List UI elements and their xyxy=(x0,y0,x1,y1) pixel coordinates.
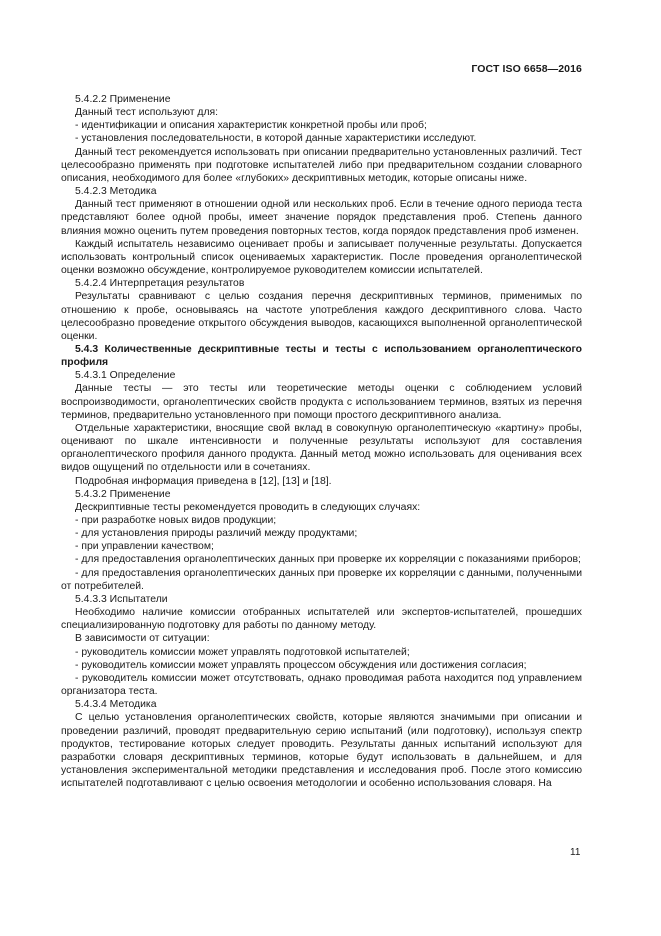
section-heading: 5.4.3.2 Применение xyxy=(75,488,171,500)
list-item: - при разработке новых видов продукции; xyxy=(75,515,277,526)
paragraph: Данный тест рекомендуется использовать при описании предварительно установленных различий. Тест целесообразно применять при подготовке испытателей либо при предварительном создании словарного описания, необходимого для более «глубоких» дескриптивных методик, которые описаны ниже. xyxy=(61,146,582,184)
list-item: - установления последовательности, в которой данные характеристики исследуют. xyxy=(75,133,477,145)
list-item: - при управлении качеством; xyxy=(75,541,214,553)
list-item: - руководитель комиссии может отсутствовать, однако проводимая работа находится под управлением организатора теста. xyxy=(61,672,582,698)
section-heading: 5.4.2.3 Методика xyxy=(75,186,157,198)
list-item: - идентификации и описания характеристик конкретной пробы или проб; xyxy=(75,120,427,132)
page-number: 11 xyxy=(570,847,581,858)
paragraph: Отдельные характеристики, вносящие свой вклад в совокупную органолептическую «картину» пробы, оценивают по шкале интенсивности и полученные результаты используют для составления органолептического профиля данного продукта. Данный метод можно использовать для оценивания всех видов ощущений по отдельности или в сочетаниях. xyxy=(61,422,582,474)
paragraph: С целью установления органолептических свойств, которые являются значимыми при описании и проведении различий, проводят предварительную серию испытаний (или подготовку), используя спектр продуктов, тестирование которых следует проводить. Результаты данных испытаний используют для разработки словаря дескриптивных терминов, которые будут использовать в дальнейшем, и для установления экспериментальной методики представления и исследования проб. После этого комиссию испытателей подготавливают с целью освоения методологии и особенно использования словаря. На xyxy=(61,712,582,790)
list-item: - для предоставления органолептических данных при проверке их корреляции с данными, полученными от потребителей. xyxy=(61,567,582,592)
section-heading: 5.4.2.4 Интерпретация результатов xyxy=(75,278,245,290)
list-item: - для предоставления органолептических данных при проверке их корреляции с показаниями приборов; xyxy=(75,554,581,566)
paragraph: Необходимо наличие комиссии отобранных испытателей или экспертов-испытателей, прошедших специализированную подготовку для работы по данному методу. xyxy=(61,607,582,632)
section-heading: 5.4.2.2 Применение xyxy=(75,94,171,105)
paragraph: Данные тесты — это тесты или теоретические методы оценки с соблюдением условий воспроизводимости, органолептических свойств продукта с использованием терминов, взятых из перечня терминов, предварительно установленного при помощи простого дескриптивного анализа. xyxy=(61,383,582,421)
section-heading: 5.4.3.1 Определение xyxy=(75,370,176,382)
list-item: - руководитель комиссии может управлять подготовкой испытателей; xyxy=(75,646,410,658)
paragraph: Результаты сравнивают с целью создания перечня дескриптивных терминов, применимых по отношению к пробе, основываясь на частоте употребления каждого дескриптивного слова. Часто целесообразно проведение открытого обсуждения выводов, касающихся выполненной органолептической оценки. xyxy=(61,291,582,342)
document-body xyxy=(61,93,582,790)
paragraph: Данный тест применяют в отношении одной или нескольких проб. Если в течение одного периода теста представляют более одной пробы, имеет значение порядок представления проб. Степень данного влияния можно оценить путем проведения повторных тестов, когда порядок представления проб изменен. xyxy=(61,199,582,237)
paragraph: В зависимости от ситуации: xyxy=(75,633,210,645)
section-heading: 5.4.3.4 Методика xyxy=(75,699,157,711)
paragraph: Данный тест используют для: xyxy=(75,107,219,119)
paragraph: Каждый испытатель независимо оценивает пробы и записывает полученные результаты. Допускается использовать контрольный список оцениваемых характеристик. После проведения органолептической оценки возможно обсуждение, контролируемое руководителем комиссии испытателей. xyxy=(61,238,582,277)
list-item: - руководитель комиссии может управлять процессом обсуждения или достижения согласия; xyxy=(75,659,527,671)
section-title: 5.4.3 Количественные дескриптивные тесты и тесты с использованием органолептического профиля xyxy=(61,343,582,369)
paragraph: Дескриптивные тесты рекомендуется проводить в следующих случаях: xyxy=(75,501,421,513)
section-heading: 5.4.3.3 Испытатели xyxy=(75,593,168,605)
list-item: - для установления природы различий между продуктами; xyxy=(75,528,358,540)
document-id-header: ГОСТ ISO 6658—2016 xyxy=(471,63,582,75)
paragraph: Подробная информация приведена в [12], [13] и [18]. xyxy=(75,475,332,487)
